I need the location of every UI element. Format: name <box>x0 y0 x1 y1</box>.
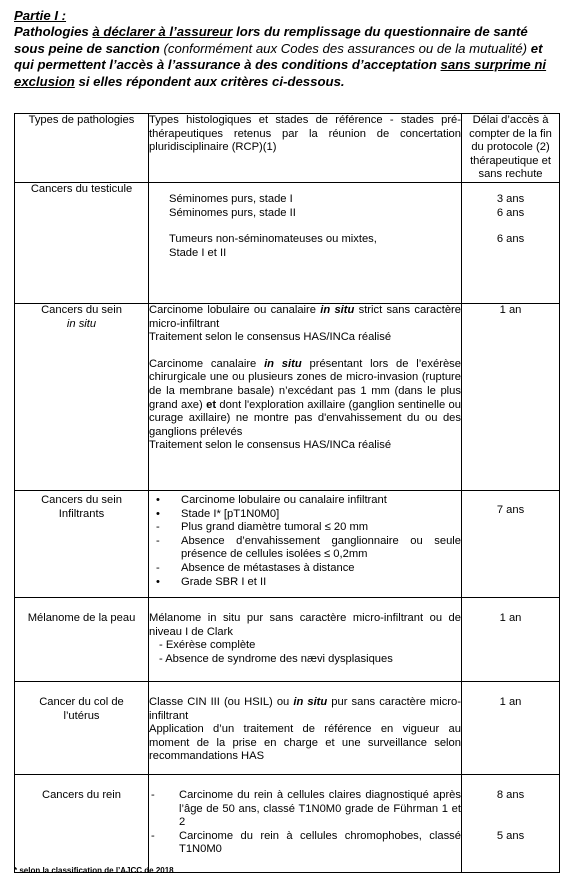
row-type-sein-in-situ-sub: in situ <box>66 317 97 330</box>
sein-in-situ-criterion-b: Carcinome canalaire in situ présentant lors de l’exérèse chirurgicale une ou plusieurs zones de micro-invasion (rupture de la membrane basale) n’excédant pas 1 mm (dans le plus grand axe) et dont l'exploration axillaire (ganglion sentinelle ou curage axillaire) ne montre pas d'envahissement du ou des ganglions prélevés <box>149 357 461 438</box>
pathology-table <box>14 113 560 873</box>
intro-text-4: (conformément aux Codes des assurances ou de la mutualité) <box>163 40 528 56</box>
rein-delay-2: 5 ans <box>496 829 525 842</box>
testicule-line-1: Séminomes purs, stade I <box>169 192 293 205</box>
table-header-row <box>15 114 560 183</box>
intro-text-2: à déclarer à l’assureur <box>92 24 233 40</box>
testicule-delay-3: 6 ans <box>496 233 525 246</box>
row-type-rein: Cancers du rein <box>42 788 121 801</box>
header-histology: Types histologiques et stades de référence - stades pré-thérapeutiques retenus par la réunion de concertation pluridisciplinaire (RCP)(1) <box>149 114 462 183</box>
infiltrant-item-1: • Carcinome lobulaire ou canalaire infiltrant <box>156 493 387 506</box>
table-row-melanome <box>15 597 560 681</box>
melanome-line-1: Mélanome in situ pur sans caractère micro-infiltrant ou de niveau I de Clark <box>149 611 461 638</box>
row-type-sein-infiltrant: Cancers du sein <box>41 493 122 506</box>
melanome-delay: 1 an <box>499 611 522 624</box>
rein-item-2: - Carcinome du rein à cellules chromophobes, classé T1N0M0 <box>151 829 461 856</box>
table-row-sein-in-situ <box>15 303 560 490</box>
infiltrant-item-2: • Stade I* [pT1N0M0] <box>156 507 280 520</box>
sein-in-situ-criterion-a: Carcinome lobulaire ou canalaire in situ strict sans caractère micro-infiltrant <box>149 303 461 330</box>
melanome-line-3: - Absence de syndrome des nævi dysplasiques <box>159 652 393 665</box>
rein-item-1: - Carcinome du rein à cellules claires diagnostiqué après l’âge de 50 ans, classé T1N0M0 grade de Führman 1 et 2 <box>151 788 461 829</box>
melanome-line-2: - Exérèse complète <box>159 639 256 652</box>
testicule-line-4: Stade I et II <box>169 246 227 259</box>
sein-in-situ-treatment-a: Traitement selon le consensus HAS/INCa réalisé <box>149 331 392 344</box>
testicule-delay-2: 6 ans <box>496 206 525 219</box>
rein-delay-1: 8 ans <box>496 788 525 801</box>
intro-text-1: Pathologies <box>14 24 93 40</box>
intro-text-5: et qui permettent l’accès à l’assurance à des conditions d’acceptation <box>14 40 543 73</box>
table-row-rein <box>15 774 560 872</box>
table-row-sein-infiltrant <box>15 490 560 597</box>
infiltrant-item-5: - Absence de métastases à distance <box>156 561 355 574</box>
table-row-testicule <box>15 182 560 303</box>
testicule-delay-1: 3 ans <box>496 192 525 205</box>
intro-text-6: sans surprime ni exclusion <box>14 57 547 89</box>
sein-in-situ-treatment-b: Traitement selon le consensus HAS/INCa réalisé <box>149 439 392 452</box>
uterus-delay: 1 an <box>499 695 522 708</box>
sein-in-situ-delay: 1 an <box>499 303 522 316</box>
row-type-melanome: Mélanome de la peau <box>27 611 136 624</box>
intro-text-7: si elles répondent aux critères ci-dessous. <box>74 73 345 89</box>
table-row-uterus <box>15 681 560 774</box>
uterus-criterion: Classe CIN III (ou HSIL) ou in situ pur sans caractère micro-infiltrant <box>149 695 461 722</box>
row-type-uterus: Cancer du col de <box>39 695 124 708</box>
row-type-sein-infiltrant-sub: Infiltrants <box>58 507 105 520</box>
header-delay: Délai d’accès à compter de la fin du protocole (2) thérapeutique et sans rechute <box>462 114 560 183</box>
testicule-line-3: Tumeurs non-séminomateuses ou mixtes, <box>169 233 377 246</box>
part-title: Partie I : <box>14 8 67 23</box>
row-type-uterus-sub: l’utérus <box>63 709 100 722</box>
intro-paragraph <box>14 8 562 90</box>
infiltrant-delay: 7 ans <box>496 503 525 516</box>
footnote: * selon la classification de l’AJCC de 2018 <box>14 866 174 875</box>
infiltrant-item-3: - Plus grand diamètre tumoral ≤ 20 mm <box>156 521 369 534</box>
row-type-testicule: Cancers du testicule <box>30 182 133 195</box>
header-pathology-type: Types de pathologies <box>15 114 149 183</box>
infiltrant-item-4: - Absence d’envahissement ganglionnaire ou seule présence de cellules isolées ≤ 0,2mm <box>156 534 461 561</box>
row-type-sein-in-situ: Cancers du sein <box>41 303 122 316</box>
testicule-line-2: Séminomes purs, stade II <box>169 206 296 219</box>
infiltrant-item-6: • Grade SBR I et II <box>156 575 267 588</box>
uterus-treatment: Application d’un traitement de référence en vigueur au moment de la prise en charge et une surveillance selon recommandations HAS <box>149 723 461 763</box>
intro-text-3: lors du remplissage du questionnaire de santé sous peine de sanction <box>14 24 528 56</box>
